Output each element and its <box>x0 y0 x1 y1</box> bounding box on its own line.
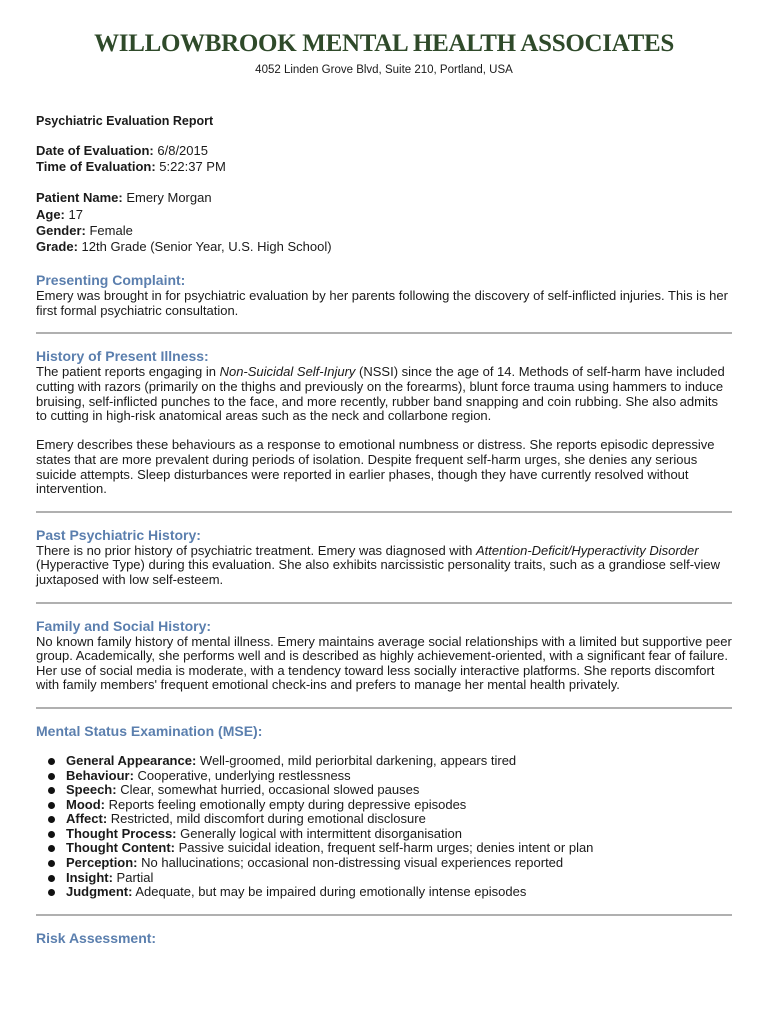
org-address: 4052 Linden Grove Blvd, Suite 210, Portland, USA <box>255 64 513 76</box>
hpi-paragraph-1 <box>36 365 732 423</box>
patient-name-label: Patient Name: <box>36 190 123 206</box>
report-title: Psychiatric Evaluation Report <box>36 114 214 128</box>
mse-heading: Mental Status Examination (MSE): <box>36 722 263 739</box>
past-psych-section <box>36 526 732 588</box>
mse-item <box>48 754 732 769</box>
family-social-section <box>36 617 732 693</box>
mse-list <box>36 754 732 900</box>
mse-item-label: Thought Content: <box>66 840 176 856</box>
presenting-complaint-text: Emery was brought in for psychiatric evaluation by her parents following the discovery of self-inflicted injuries. This is her first formal psychiatric consultation. <box>36 288 728 318</box>
mse-item-value: Reports feeling emotionally empty during depressive episodes <box>104 796 467 812</box>
mse-item <box>48 841 732 856</box>
evaluation-datetime <box>36 143 732 175</box>
mse-item-value: Adequate, but may be impaired during emotionally intense episodes <box>132 884 527 900</box>
section-divider <box>36 332 732 334</box>
patient-info <box>36 190 732 255</box>
past-psych-start: There is no prior history of psychiatric treatment. Emery was diagnosed with <box>36 542 477 558</box>
mse-item-value: Clear, somewhat hurried, occasional slowed pauses <box>116 782 420 798</box>
mse-item-label: General Appearance: <box>66 752 197 768</box>
evaluation-time-label: Time of Evaluation: <box>36 159 156 175</box>
risk-section <box>36 929 732 947</box>
mse-item <box>48 769 732 784</box>
hpi-paragraph-2: Emery describes these behaviours as a response to emotional numbness or distress. She reports episodic depressive states that are more prevalent during periods of isolation. Despite frequent self-harm urges, she denies any serious suicide attempts. Sleep disturbances were reported in earlier phases, though they have currently resolved without intervention. <box>36 437 715 497</box>
section-divider <box>36 602 732 604</box>
patient-age-line <box>36 207 732 223</box>
evaluation-date-value: 6/8/2015 <box>157 143 208 158</box>
evaluation-time-line <box>36 159 732 175</box>
past-psych-heading: Past Psychiatric History: <box>36 526 201 543</box>
mse-item-label: Affect: <box>66 811 108 827</box>
mse-item-label: Thought Process: <box>66 825 177 841</box>
mse-item <box>48 798 732 813</box>
mse-item-label: Behaviour: <box>66 767 134 783</box>
hpi-section <box>36 347 732 496</box>
family-social-body <box>36 635 732 693</box>
patient-gender-label: Gender: <box>36 222 86 238</box>
hpi-body <box>36 365 732 496</box>
patient-age-label: Age: <box>36 206 65 222</box>
hpi-heading: History of Present Illness: <box>36 348 209 365</box>
past-psych-diagnosis: Attention-Deficit/Hyperactivity Disorder <box>476 542 699 558</box>
family-social-heading: Family and Social History: <box>36 617 212 634</box>
past-psych-end: (Hyperactive Type) during this evaluation. She also exhibits narcissistic personality traits, such as a grandiose self-view juxtaposed with low self-esteem. <box>36 557 721 587</box>
presenting-complaint-section <box>36 271 732 318</box>
mse-item <box>48 856 732 871</box>
mse-section <box>36 722 732 900</box>
hpi-p1-end: (NSSI) since the age of 14. Methods of self-harm have included cutting with razors (primarily on the thighs and previously on the forearms), blunt force trauma using hammers to induce bruising, self-inflicted punches to the face, and more recently, rubber band snapping and coin rubbing. She also admits to cutting in high-risk anatomical areas such as the neck and collarbone region. <box>36 364 725 424</box>
patient-name-value: Emery Morgan <box>126 190 212 206</box>
mse-item <box>48 871 732 886</box>
patient-grade-label: Grade: <box>36 239 78 255</box>
evaluation-time-value: 5:22:37 PM <box>159 159 226 175</box>
section-divider <box>36 511 732 513</box>
patient-grade-line <box>36 239 732 255</box>
mse-item <box>48 783 732 798</box>
evaluation-date-line <box>36 143 732 159</box>
mse-item-value: Well-groomed, mild periorbital darkening, appears tired <box>196 752 517 768</box>
patient-gender-line <box>36 223 732 239</box>
past-psych-body <box>36 544 732 588</box>
mse-item-label: Perception: <box>66 855 138 871</box>
section-divider <box>36 914 732 916</box>
risk-heading: Risk Assessment: <box>36 929 157 946</box>
mse-item-value: Restricted, mild discomfort during emotional disclosure <box>107 811 426 827</box>
patient-name-line <box>36 190 732 206</box>
mse-item-label: Speech: <box>66 782 117 798</box>
family-social-text: No known family history of mental illness. Emery maintains average social relationships with a limited but supportive peer group. Academically, she performs well and is described as highly achievement-oriented, with a significant fear of failure. Her use of social media is moderate, with a tendency toward less socially interactive platforms. She reports discomfort with family members' frequent emotional check-ins and prefers to manage her mental health privately. <box>36 633 732 693</box>
mse-item-value: Cooperative, underlying restlessness <box>133 767 351 783</box>
patient-grade-value: 12th Grade (Senior Year, U.S. High School) <box>81 239 332 255</box>
mse-item-value: No hallucinations; occasional non-distressing visual experiences reported <box>137 855 564 871</box>
hpi-p1-start: The patient reports engaging in <box>36 364 220 380</box>
patient-gender-value: Female <box>89 222 133 238</box>
mse-item <box>48 827 732 842</box>
presenting-complaint-heading: Presenting Complaint: <box>36 272 186 289</box>
mse-item-value: Passive suicidal ideation, frequent self-harm urges; denies intent or plan <box>175 840 594 856</box>
mse-item-label: Mood: <box>66 796 105 812</box>
hpi-p1-term: Non-Suicidal Self-Injury <box>219 364 356 380</box>
past-psych-paragraph <box>36 544 732 588</box>
section-divider <box>36 707 732 709</box>
evaluation-date-label: Date of Evaluation: <box>36 143 154 158</box>
mse-item <box>48 885 732 900</box>
mse-item-label: Insight: <box>66 869 113 885</box>
mse-item <box>48 812 732 827</box>
mse-item-value: Generally logical with intermittent disorganisation <box>176 825 462 841</box>
patient-age-value: 17 <box>68 206 83 222</box>
mse-item-label: Judgment: <box>66 884 133 900</box>
report-page <box>36 0 732 947</box>
presenting-complaint-body <box>36 289 732 318</box>
org-name: WILLOWBROOK MENTAL HEALTH ASSOCIATES <box>94 30 674 57</box>
mse-item-value: Partial <box>112 869 154 885</box>
